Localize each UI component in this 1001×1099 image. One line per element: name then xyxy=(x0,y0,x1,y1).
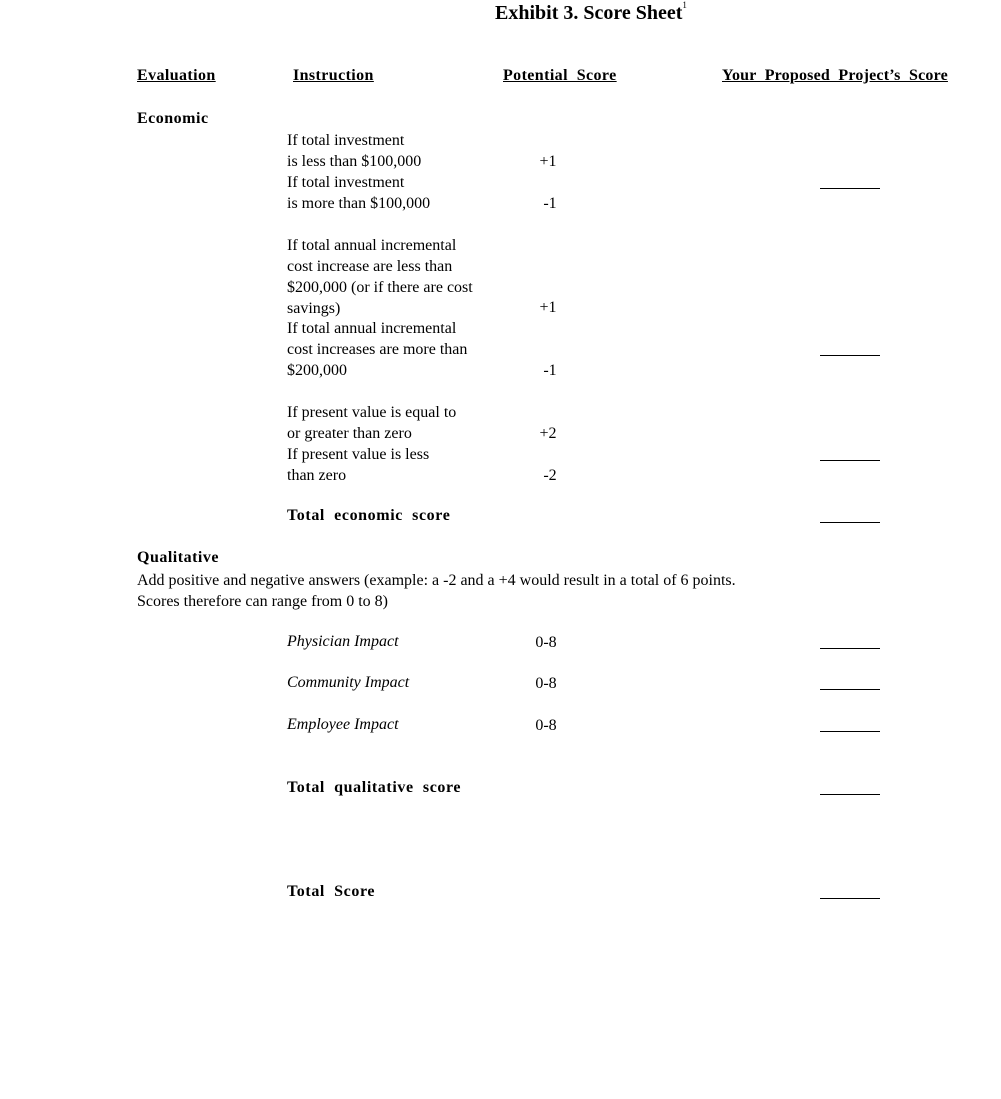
present-value-pos-score: +2 xyxy=(539,425,557,442)
investment-less-score: +1 xyxy=(539,153,557,170)
total-economic-blank[interactable] xyxy=(820,522,880,523)
cost-less-score: +1 xyxy=(539,299,557,316)
employee-impact-label: Employee Impact xyxy=(287,716,399,733)
header-your-score: Your Proposed Project’s Score xyxy=(722,67,948,84)
section-qualitative: Qualitative xyxy=(137,549,219,566)
total-economic-label: Total economic score xyxy=(287,507,451,524)
title-footnote: 1 xyxy=(682,0,687,10)
present-value-neg-score: -2 xyxy=(543,467,557,484)
section-economic: Economic xyxy=(137,110,209,127)
total-qualitative-label: Total qualitative score xyxy=(287,779,462,796)
investment-score-blank[interactable] xyxy=(820,188,880,189)
cost-score-blank[interactable] xyxy=(820,355,880,356)
community-impact-blank[interactable] xyxy=(820,689,880,690)
physician-impact-score: 0-8 xyxy=(535,634,557,651)
total-score-blank[interactable] xyxy=(820,898,880,899)
cost-less-text: If total annual incremental cost increase are less than $200,000 (or if there are cost savings) xyxy=(287,237,473,317)
investment-more-score: -1 xyxy=(543,195,557,212)
investment-less-text: If total investment is less than $100,000 xyxy=(287,132,422,170)
qualitative-description: Add positive and negative answers (example: a -2 and a +4 would result in a total of 6 points. Scores therefore can range from 0 to 8) xyxy=(137,572,736,610)
header-evaluation: Evaluation xyxy=(137,67,216,84)
page-title xyxy=(495,2,687,25)
physician-impact-label: Physician Impact xyxy=(287,633,399,650)
employee-impact-score: 0-8 xyxy=(535,717,557,734)
investment-more-text: If total investment is more than $100,000 xyxy=(287,174,431,212)
title-text: Exhibit 3. Score Sheet xyxy=(495,2,683,24)
total-qualitative-blank[interactable] xyxy=(820,794,880,795)
community-impact-label: Community Impact xyxy=(287,674,410,691)
cost-more-text: If total annual incremental cost increases are more than $200,000 xyxy=(287,320,468,379)
present-value-neg-text: If present value is less than zero xyxy=(287,446,430,484)
present-value-score-blank[interactable] xyxy=(820,460,880,461)
cost-more-score: -1 xyxy=(543,362,557,379)
employee-impact-blank[interactable] xyxy=(820,731,880,732)
present-value-pos-text: If present value is equal to or greater than zero xyxy=(287,404,457,442)
community-impact-score: 0-8 xyxy=(535,675,557,692)
header-potential-score: Potential Score xyxy=(503,67,617,84)
header-instruction: Instruction xyxy=(293,67,374,84)
total-score-label: Total Score xyxy=(287,883,376,900)
physician-impact-blank[interactable] xyxy=(820,648,880,649)
